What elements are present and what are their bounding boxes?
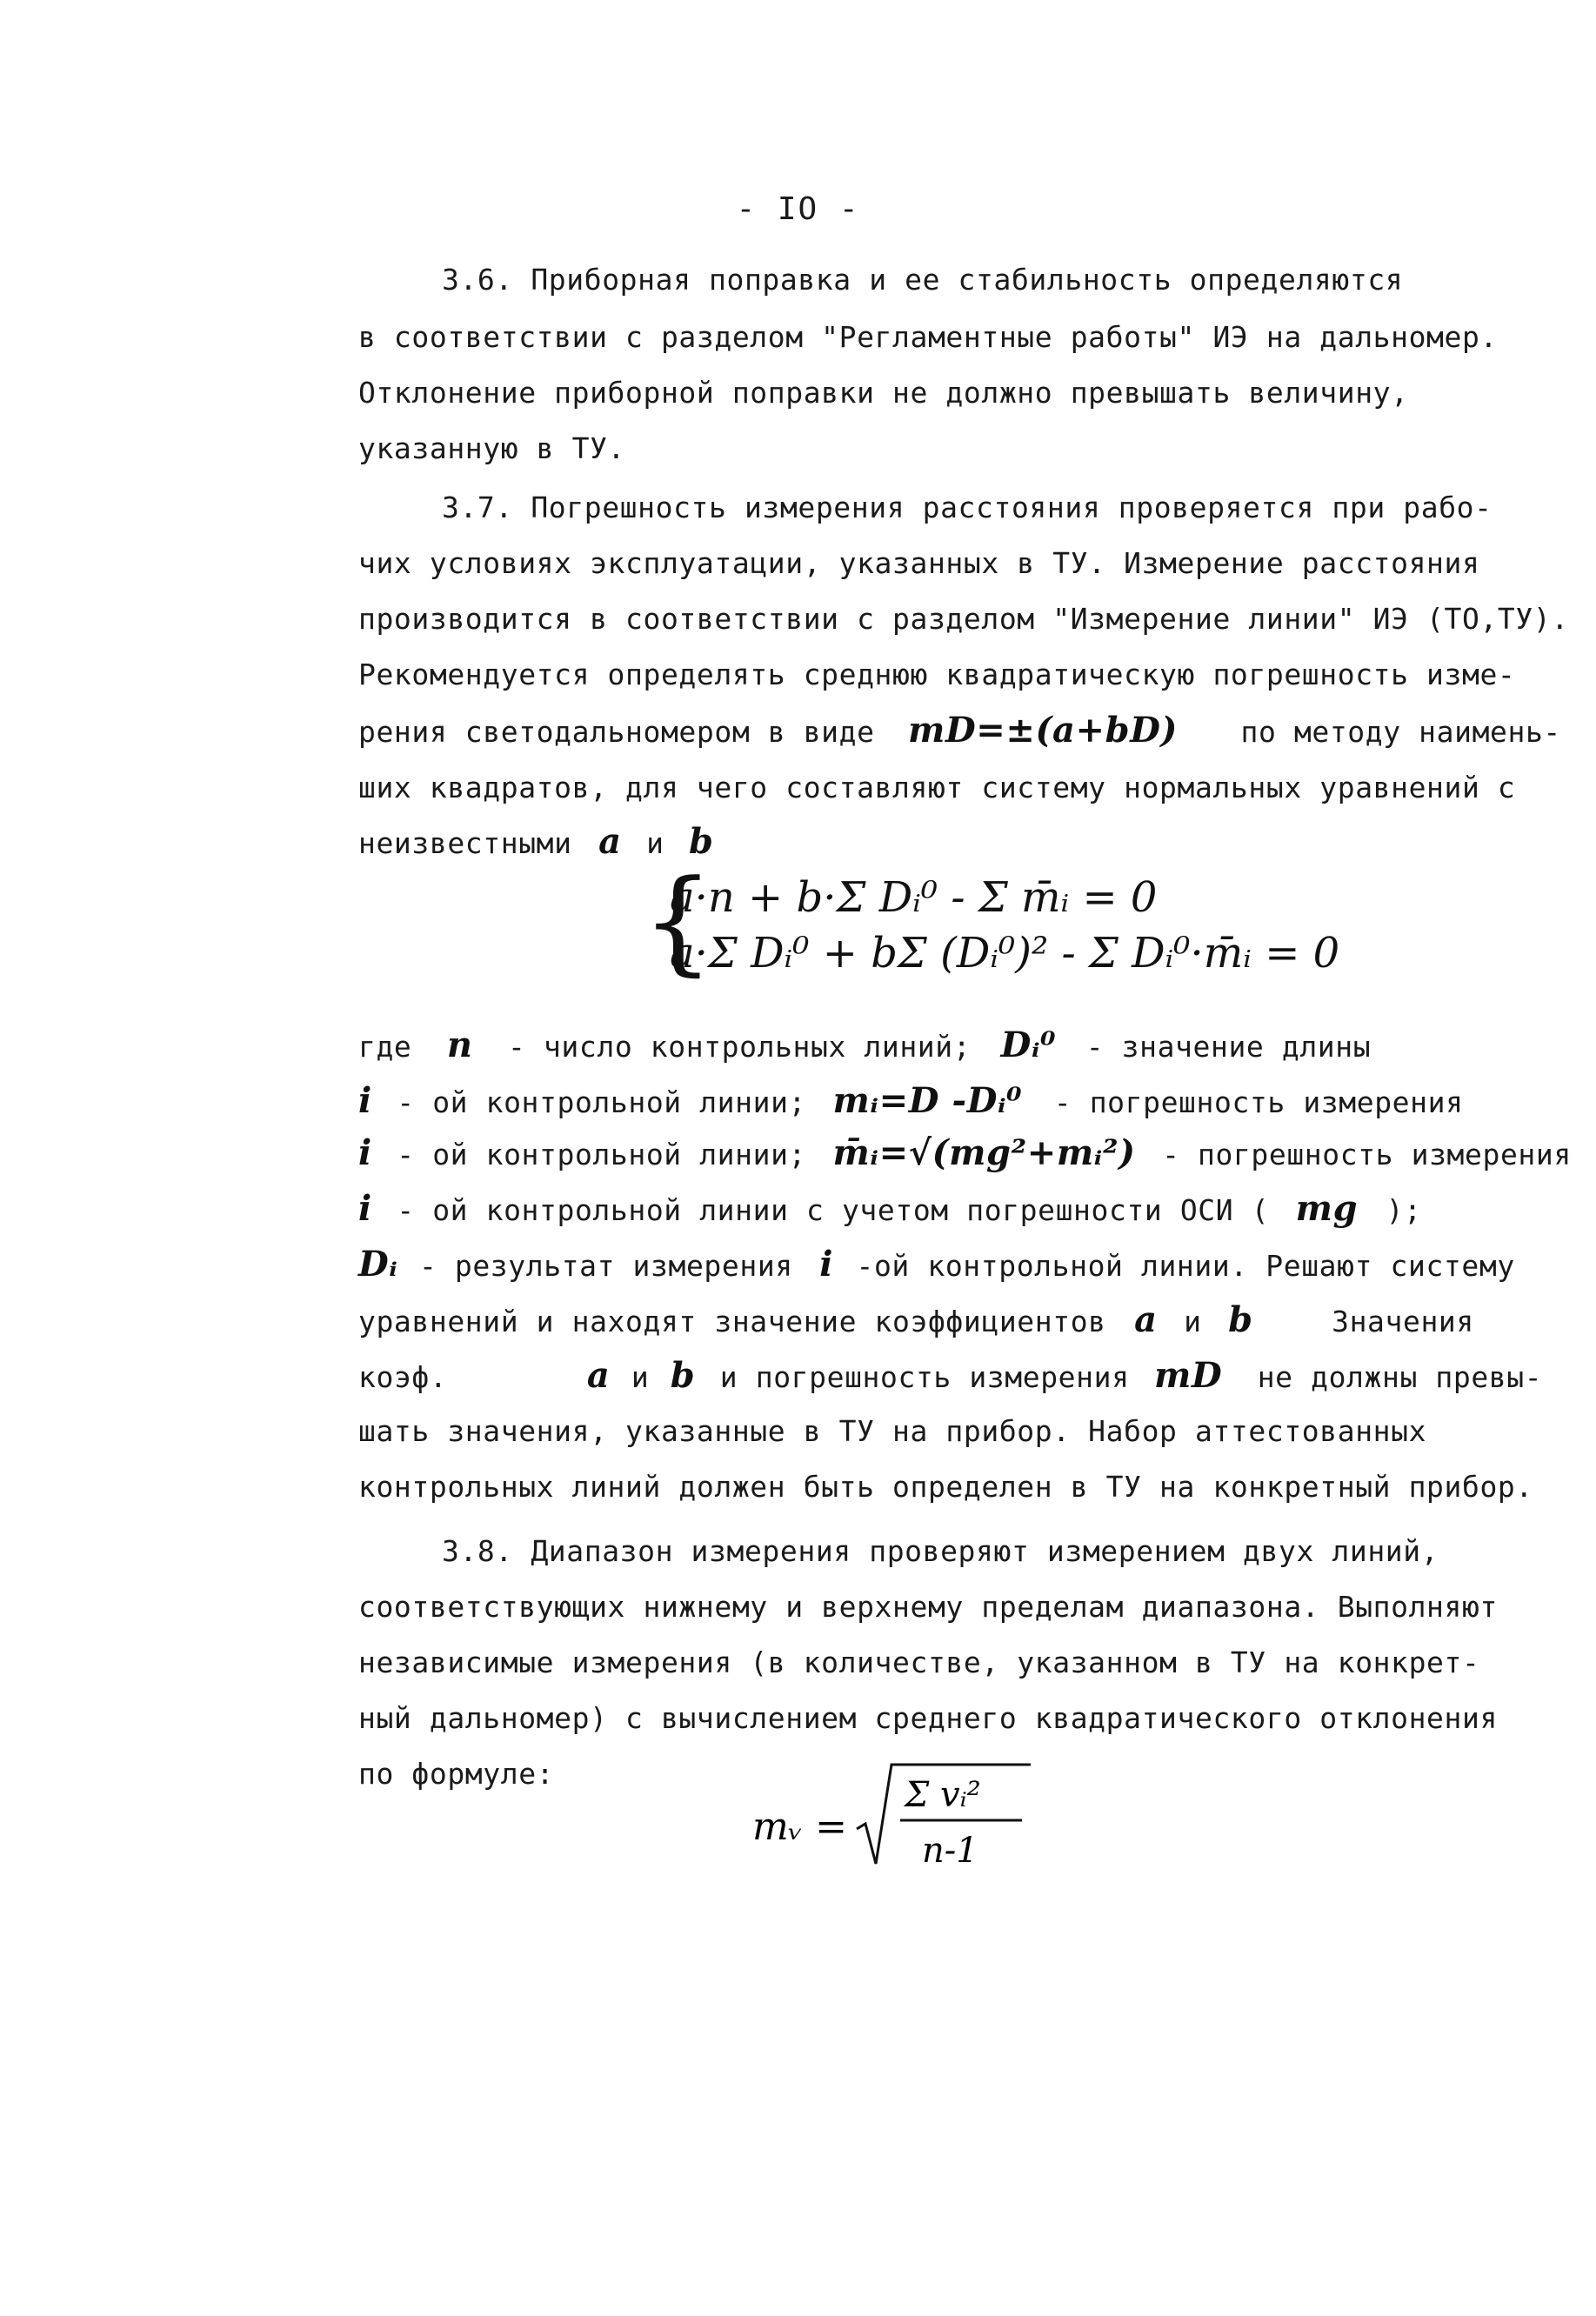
var-i: i (358, 1080, 372, 1121)
page-number: - IO - (736, 191, 860, 227)
text-line: указанную в ТУ. (358, 431, 626, 465)
text-fragment: -ой контрольной линии. Решают систему (856, 1249, 1515, 1283)
var-i: i (358, 1188, 372, 1229)
formula-mi: mᵢ=D -Dᵢ⁰ (832, 1080, 1023, 1121)
text-fragment: не должны превы- (1257, 1360, 1543, 1394)
left-brace: { (642, 855, 714, 987)
text-fragment: неизвестными (358, 826, 572, 860)
text-line: в соответствии с разделом "Регламентные работы" ИЭ на дальномер. (358, 320, 1498, 354)
text-fragment: и (1184, 1305, 1202, 1338)
text-fragment: Значения (1332, 1305, 1474, 1338)
text-fragment: - погрешность измерения (1162, 1138, 1572, 1171)
equation-2: a·Σ Dᵢ⁰ + bΣ (Dᵢ⁰)² - Σ Dᵢ⁰·m̄ᵢ = 0 (670, 929, 1340, 978)
var-i: i (358, 1132, 372, 1173)
text-line: Рекомендуется определять среднюю квадратическую погрешность изме- (358, 657, 1516, 691)
formula-mv-denominator: n-1 (922, 1831, 978, 1871)
var-b: b (670, 1355, 696, 1396)
var-i: i (819, 1244, 834, 1285)
equation-1: a·n + b·Σ Dᵢ⁰ - Σ m̄ᵢ = 0 (670, 873, 1158, 922)
formula-mv-left: mᵥ = (752, 1805, 847, 1849)
var-Di: Dᵢ (358, 1244, 398, 1285)
text-line: ших квадратов, для чего составляют систему нормальных уравнений с (358, 771, 1516, 804)
text-line (358, 1188, 1422, 1229)
text-line (358, 1080, 1464, 1121)
var-Di0: Dᵢ⁰ (1000, 1025, 1057, 1065)
text-fragment: - погрешность измерения (1053, 1085, 1464, 1119)
var-b: b (689, 821, 714, 862)
text-fragment: и погрешность измерения (719, 1360, 1130, 1394)
var-a: a (586, 1355, 611, 1396)
text-fragment: - ой контрольной линии с учетом погрешности ОСИ ( (397, 1193, 1270, 1227)
var-a: a (598, 821, 622, 862)
text-line: Отклонение приборной поправки не должно превышать величину, (358, 376, 1409, 410)
var-a: a (1134, 1299, 1158, 1340)
text-line (358, 710, 1561, 751)
var-n: n (446, 1025, 473, 1065)
text-line: независимые измерения (в количестве, указанном в ТУ на конкрет- (358, 1645, 1480, 1679)
formula-mv (744, 1752, 1057, 1883)
text-line: 3.8. Диапазон измерения проверяют измерением двух линий, (442, 1534, 1439, 1568)
text-line (358, 1025, 1372, 1065)
formula-mv-numerator: Σ vᵢ² (905, 1775, 981, 1815)
text-fragment: и (631, 1360, 650, 1394)
text-line (358, 1355, 1543, 1396)
text-line (358, 1132, 1572, 1173)
var-mg: mg (1295, 1188, 1359, 1229)
text-line: шать значения, указанные в ТУ на прибор. Набор аттестованных (358, 1414, 1427, 1448)
text-fragment: рения светодальномером в виде (358, 715, 875, 749)
text-fragment: - результат измерения (418, 1249, 793, 1283)
var-mD: mD (1154, 1355, 1223, 1396)
text-line: производится в соответствии с разделом "Измерение линии" ИЭ (ТО,ТУ). (358, 602, 1569, 636)
text-fragment: где (358, 1030, 412, 1064)
var-b: b (1228, 1299, 1253, 1340)
text-fragment: - число контрольных линий; (508, 1030, 972, 1064)
text-line: контрольных линий должен быть определен в ТУ на конкретный прибор. (358, 1470, 1533, 1504)
text-line (358, 1299, 1474, 1340)
text-fragment: и (646, 826, 664, 860)
text-line: 3.6. Приборная поправка и ее стабильность определяются (442, 263, 1404, 297)
text-line (358, 1244, 1515, 1285)
text-line: по формуле: (358, 1757, 555, 1791)
text-line: 3.7. Погрешность измерения расстояния проверяется при рабо- (442, 491, 1492, 524)
text-fragment: - ой контрольной линии; (397, 1138, 807, 1171)
formula-mD: mD=±(a+bD) (908, 710, 1179, 751)
text-line: соответствующих нижнему и верхнему пределам диапазона. Выполняют (358, 1590, 1498, 1624)
text-fragment: коэф. (358, 1360, 448, 1394)
text-fragment: уравнений и находят значение коэффициентов (358, 1305, 1106, 1338)
text-fragment: - значение длины (1085, 1030, 1372, 1064)
formula-mbar: m̄ᵢ=√(mg²+mᵢ²) (832, 1132, 1136, 1173)
text-line: чих условиях эксплуатации, указанных в ТУ. Измерение расстояния (358, 546, 1480, 580)
text-fragment: по методу наимень- (1240, 715, 1561, 749)
text-fragment: ); (1386, 1193, 1422, 1227)
text-fragment: - ой контрольной линии; (397, 1085, 807, 1119)
text-line: ный дальномер) с вычислением среднего квадратического отклонения (358, 1701, 1498, 1735)
